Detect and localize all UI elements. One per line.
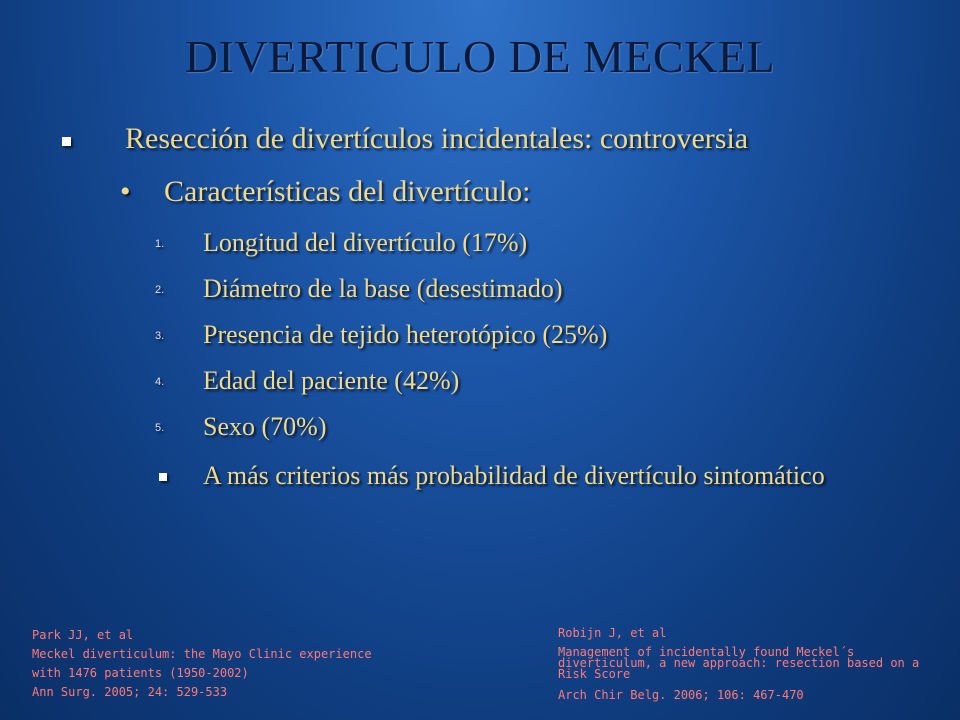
reference-right (558, 624, 948, 705)
reference-journal: Arch Chir Belg. 2006; 106: 467-470 (558, 688, 804, 702)
bullet-level2-text: Características del divertículo: (164, 175, 531, 208)
reference-title-line2: with 1476 patients (1950-2002) (32, 666, 249, 680)
item-text: Sexo (70%) (203, 412, 327, 441)
reference-authors: Park JJ, et al (32, 628, 134, 642)
item-number: 2. (155, 284, 165, 296)
bullet-level1-text: Resección de divertículos incidentales: controversia (125, 122, 749, 155)
item-text: Longitud del divertículo (17%) (203, 228, 528, 257)
item-number: 4. (155, 376, 165, 388)
item-number: 3. (155, 330, 165, 342)
reference-journal: Ann Surg. 2005; 24: 529-533 (32, 685, 228, 699)
item-text: Edad del paciente (42%) (203, 366, 460, 395)
criteria-text: A más criterios más probabilidad de divertículo sintomático (203, 461, 825, 490)
reference-authors: Robijn J, et al (558, 626, 667, 640)
square-bullet-icon (159, 473, 167, 481)
reference-left (32, 626, 372, 702)
item-number: 5. (155, 422, 165, 434)
item-text: Presencia de tejido heterotópico (25%) (203, 320, 608, 349)
square-bullet-icon (62, 137, 71, 146)
reference-title-line1: Meckel diverticulum: the Mayo Clinic experience (32, 647, 372, 661)
item-number: 1. (155, 238, 165, 250)
reference-title: Management of incidentally found Meckel´s diverticulum, a new approach: resection based on a Risk Score (558, 645, 920, 681)
dot-bullet-icon: • (120, 175, 131, 208)
item-text: Diámetro de la base (desestimado) (203, 274, 563, 303)
slide-title: DIVERTICULO DE MECKEL (184, 31, 776, 82)
